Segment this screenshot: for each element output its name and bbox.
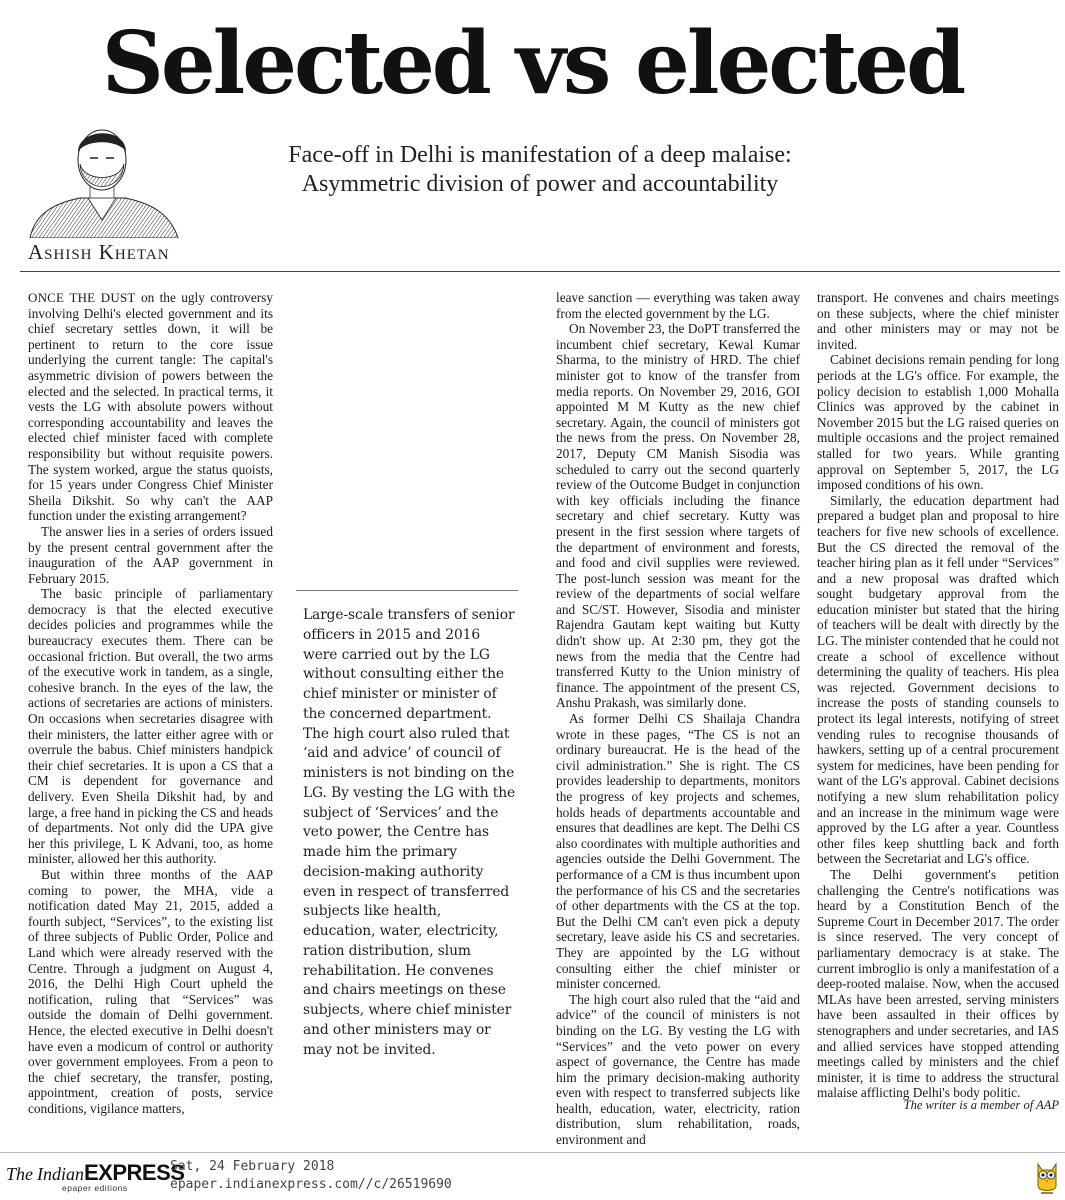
paragraph: The answer lies in a series of orders issued by the present central government after the inauguration of the AAP government in February 2015. — [28, 523, 273, 586]
logo-subtitle: epaper editions — [62, 1183, 128, 1193]
lead-in: ONCE THE DUST — [28, 290, 136, 305]
paragraph: Similarly, the education department had prepared a budget plan and proposal to hire teachers for five new schools of excellence. But the CS directed the removal of the teacher hiring plan as it fell under “Services” and a new proposal was drafted which sought budgetary approval from the education minister but stated that the hiring of teachers will be dealt with directly by the LG. The minister contended that he could not create a school of excellence without determining the quality of teachers. His plea was rejected. Government decisions to increase the posts of standing counsels to protect its legal interests, notifying of street vending rules to recognise thousands of hawkers, setting up of a central procurement system for medicines, have been pending for want of the LG's approval. Cabinet decisions notifying a new slum rehabilitation policy and an increase in the minimum wage were approved by the LG after a year. Countless other files keep shuttling back and forth between the Secretariat and LG's office. — [817, 492, 1059, 867]
subheadline — [220, 141, 860, 199]
paragraph: transport. He convenes and chairs meetings on these subjects, where the chief minister and other ministers may or may not be invited. — [817, 290, 1059, 352]
paragraph: The basic principle of parliamentary democracy is that the elected executive decides policies and programmes while the bureaucracy executes them. There can be occasional friction. But overall, the two arms of the executive work in tandem, as a single, cohesive branch. In the eyes of the law, the actions of secretaries are actions of ministers. On occasions when secretaries disagree with their ministers, the latter either agree with or overrule the babus. Chief ministers handpick their chief secretaries. It is upon a CS that a CM is dependent for governance and delivery. Even Sheila Dikshit had, by and large, a free hand in picking the CS and heads of departments. Not only did the UPA give her this privilege, L K Advani, too, as home minister, allowed her this authority. — [28, 586, 273, 867]
author-portrait-icon — [20, 118, 185, 238]
logo-indian: Indian — [37, 1164, 84, 1184]
paragraph: Cabinet decisions remain pending for long periods at the LG's office. For example, the policy decision to establish 1,000 Mohalla Clinics was approved by the cabinet in November 2015 but the LG raised queries on multiple occasions and the project remained stalled for two years. While granting approval on September 5, 2017, the LG imposed conditions of his own. — [817, 352, 1059, 493]
subheadline-line-1: Face-off in Delhi is manifestation of a deep malaise: — [288, 142, 792, 168]
paragraph: leave sanction — everything was taken away from the elected government by the LG. — [556, 290, 800, 321]
byline-rule — [20, 271, 1060, 272]
article-column-1 — [28, 290, 273, 1116]
logo-the: The — [6, 1164, 33, 1184]
subheadline-line-2: Asymmetric division of power and accountability — [301, 171, 779, 197]
paragraph: On November 23, the DoPT transferred the incumbent chief secretary, Kewal Kumar Sharma, to the ministry of HRD. The chief minister got to know of the transfer from media reports. On November 29, 2016, GOI appointed M M Kutty as the new chief secretary. Again, the council of ministers got the news from the press. On November 28, 2017, Deputy CM Manish Sisodia was scheduled to carry out the second quarterly review of the Outcome Budget in conjunction with key officials including the finance secretary and chief secretary. Kutty was present in the first session where targets of the department of environment and forests, and food and civil supplies were reviewed. The post-lunch session was meant for the review of the departments of social welfare and SC/ST. However, Sisodia and minister Rajendra Gautam kept waiting but Kutty didn't show up. At 2:30 pm, they got the news from the media that the Centre had transferred Kutty to the Union ministry of finance. The appointment of the present CS, Anshu Prakash, was similarly done. — [556, 321, 800, 711]
footer-rule — [0, 1152, 1065, 1153]
owl-mascot-icon — [1032, 1160, 1062, 1196]
epaper-url[interactable]: epaper.indianexpress.com//c/26519690 — [170, 1177, 452, 1192]
article-column-4 — [817, 290, 1059, 1101]
paragraph: The high court also ruled that the “aid and advice” of the council of ministers is not binding on the LG. By vesting the LG with “Services” and the veto power on every aspect of governance, the Centre has made him the primary decision-making authority even with respect to transferred subjects like health, education, water, electricity, ration distribution, slum rehabilitation, roads, environment and — [556, 991, 800, 1148]
pullquote-rule — [296, 590, 518, 591]
paragraph: The Delhi government's petition challenging the Centre's notifications was heard by a Constitution Bench of the Supreme Court in December 2017. The order is since reserved. The very concept of parliamentary democracy is at stake. The current imbroglio is only a manifestation of a deep-rooted malaise. Now, when the accused MLAs have been arrested, serving ministers have been assaulted in their offices by stenographers and under secretaries, and IAS and allied services have stopped attending meetings called by ministers and the chief minister, it is time to address the structural malaise afflicting Delhi's body politic. — [817, 866, 1059, 1101]
byline: Ashish Khetan — [28, 240, 170, 264]
logo-express: EXPRESS — [84, 1160, 185, 1185]
headline: Selected vs elected — [101, 13, 964, 114]
paragraph: ONCE THE DUST on the ugly controversy involving Delhi's elected government and its chief secretary settles down, it will be pertinent to return to the core issue underlying the current tangle: The capital's asymmetric division of powers between the elected and the selected. In practical terms, it vests the LG with absolute powers without corresponding accountability and leaves the elected chief minister faced with complete responsibility but without requisite powers. The system worked, argue the status quoists, for 15 years under Congress Chief Minister Sheila Dikshit. So why can't the AAP function under the existing arrangement? — [28, 290, 273, 524]
paragraph: But within three months of the AAP coming to power, the MHA, vide a notification dated May 21, 2015, added a fourth subject, “Services”, to the existing list of three subjects of Public Order, Police and Land which were already reserved with the Centre. Through a judgment on August 4, 2016, the Delhi High Court upheld the notification, ruling that “Services” was outside the domain of Delhi government. Hence, the elected executive in Delhi doesn't have even a modicum of control or authority over government employees. From a peon to the chief secretary, the transfer, posting, appointment, creation of posts, service conditions, vigilance matters, — [28, 866, 273, 1116]
article-column-3 — [556, 290, 800, 1148]
edition-date: Sat, 24 February 2018 — [170, 1159, 335, 1174]
paragraph: As former Delhi CS Shailaja Chandra wrote in these pages, “The CS is not an ordinary bureaucrat. He is the head of the civil administration.” She is right. The CS provides leadership to departments, monitors the progress of key projects and schemes, holds heads of departments accountable and ensures that deadlines are kept. The Delhi CS also coordinates with multiple authorities and agencies outside the Delhi Government. The performance of a CM is thus incumbent upon the performance of his CS and the secretaries of other departments with the CS at the top. But the Delhi CM can't even pick a deputy secretary, leave aside his CS and secretaries. They are appointed by the LG without consulting either the chief minister or minister concerned. — [556, 711, 800, 992]
author-credit: The writer is a member of AAP — [903, 1098, 1059, 1112]
pullquote: Large-scale transfers of senior officers in 2015 and 2016 were carried out by the LG without consulting either the chief minister or minister of the concerned department. The high court also ruled that ‘aid and advice’ of council of ministers is not binding on the LG. By vesting the LG with the subject of ‘Services’ and the veto power, the Centre has made him the primary decision-making authority even in respect of transferred subjects like health, education, water, electricity, ration distribution, slum rehabilitation. He convenes and chairs meetings on these subjects, where chief minister and other ministers may or may not be invited. — [303, 607, 516, 1058]
